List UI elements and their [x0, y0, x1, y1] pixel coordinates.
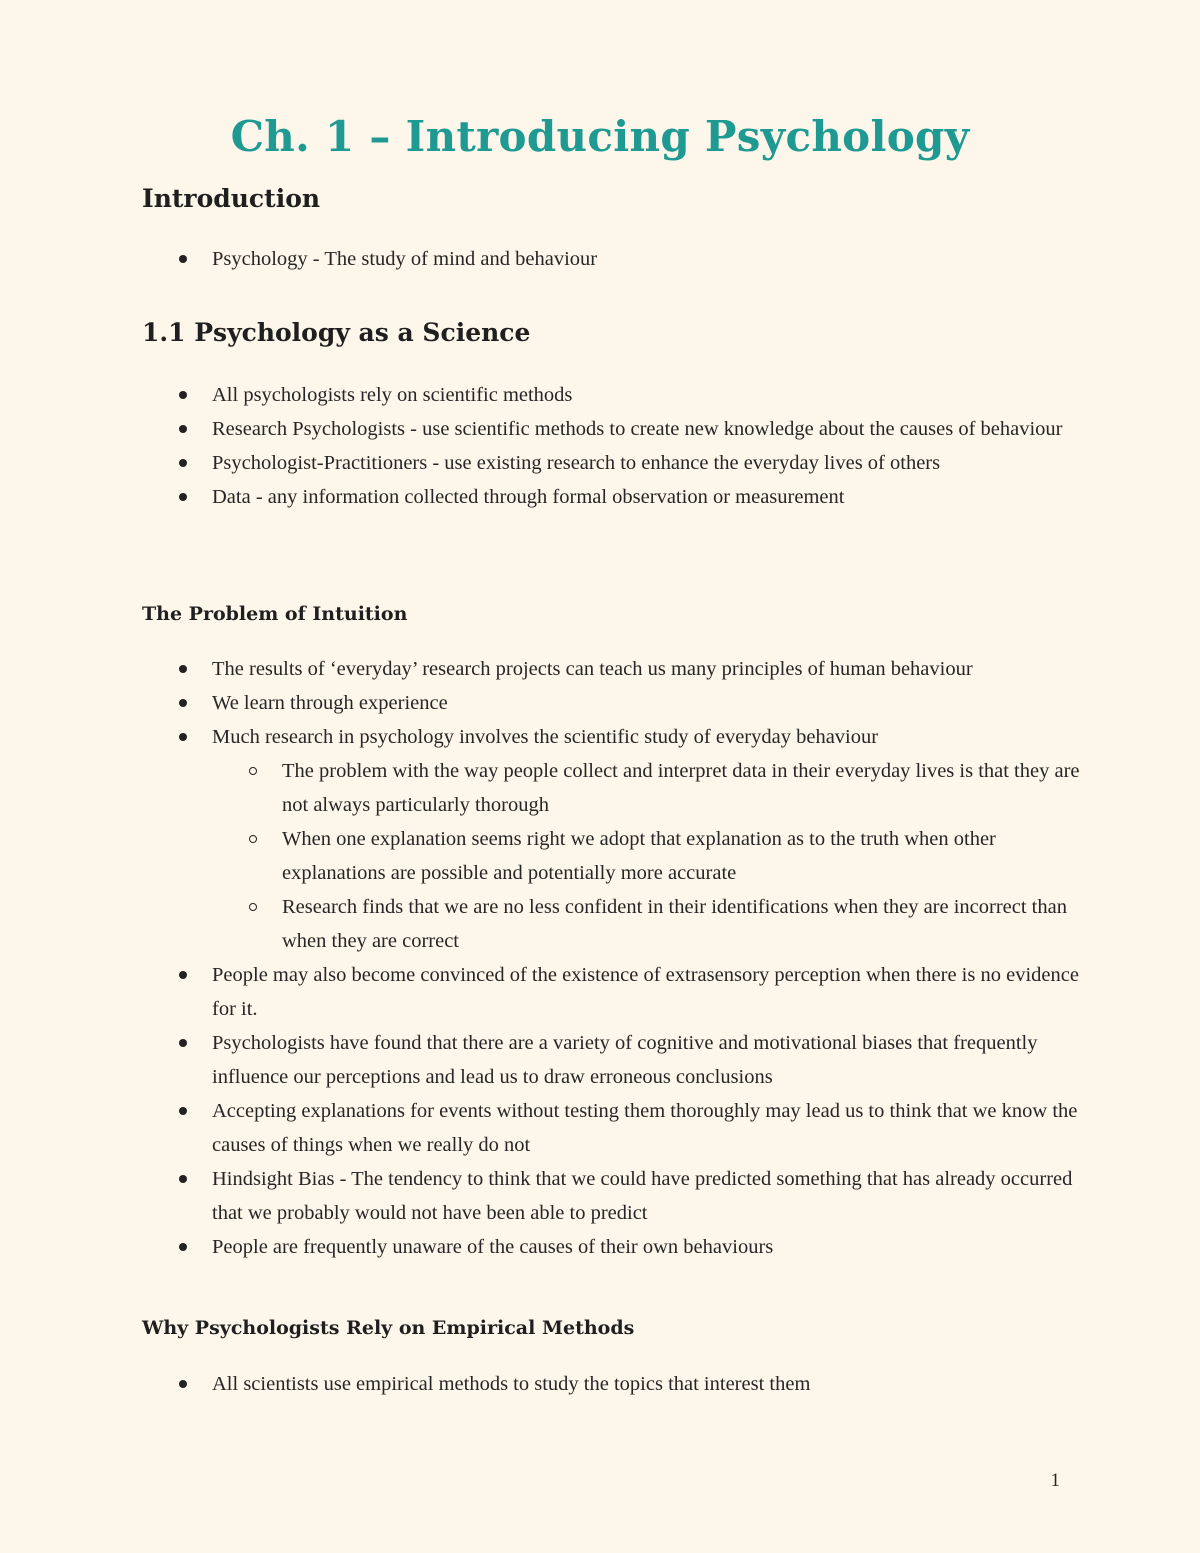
introduction-list: [212, 242, 1082, 276]
section-1-1-list: [212, 378, 1082, 514]
sub-list-item: When one explanation seems right we adopt that explanation as to the truth when other explanations are possible and potentially more accurate: [282, 822, 1082, 890]
list-item: Psychologists have found that there are a variety of cognitive and motivational biases that frequently influence our perceptions and lead us to draw erroneous conclusions: [212, 1026, 1082, 1094]
list-item: Psychologist-Practitioners - use existing research to enhance the everyday lives of others: [212, 446, 1082, 480]
list-item: All scientists use empirical methods to study the topics that interest them: [212, 1367, 1082, 1401]
list-item: Accepting explanations for events without testing them thoroughly may lead us to think that we know the causes of things when we really do not: [212, 1094, 1082, 1162]
list-item: People may also become convinced of the existence of extrasensory perception when there is no evidence for it.: [212, 958, 1082, 1026]
page-title: Ch. 1 – Introducing Psychology: [230, 112, 970, 161]
sub-list-item: The problem with the way people collect and interpret data in their everyday lives is that they are not always particularly thorough: [282, 754, 1082, 822]
list-item: Hindsight Bias - The tendency to think that we could have predicted something that has already occurred that we probably would not have been able to predict: [212, 1162, 1082, 1230]
list-item-with-subitems: [212, 720, 1082, 958]
list-item: People are frequently unaware of the causes of their own behaviours: [212, 1230, 1082, 1264]
list-item-text: Much research in psychology involves the scientific study of everyday behaviour: [212, 726, 879, 748]
heading-section-1-1: 1.1 Psychology as a Science: [142, 318, 531, 347]
list-item: The results of ‘everyday’ research projects can teach us many principles of human behaviour: [212, 652, 1082, 686]
problem-of-intuition-list: [212, 652, 1082, 1264]
heading-problem-of-intuition: The Problem of Intuition: [142, 603, 408, 625]
page-number: 1: [1050, 1470, 1060, 1491]
list-item: We learn through experience: [212, 686, 1082, 720]
heading-empirical-methods: Why Psychologists Rely on Empirical Methods: [142, 1317, 635, 1339]
list-item: All psychologists rely on scientific methods: [212, 378, 1082, 412]
heading-introduction: Introduction: [142, 184, 321, 213]
list-item: Data - any information collected through formal observation or measurement: [212, 480, 1082, 514]
sub-list-item: Research finds that we are no less confident in their identifications when they are incorrect than when they are correct: [282, 890, 1082, 958]
list-item: Research Psychologists - use scientific methods to create new knowledge about the causes of behaviour: [212, 412, 1082, 446]
empirical-methods-list: [212, 1367, 1082, 1401]
list-item: Psychology - The study of mind and behaviour: [212, 242, 1082, 276]
sub-list: [212, 754, 1082, 958]
